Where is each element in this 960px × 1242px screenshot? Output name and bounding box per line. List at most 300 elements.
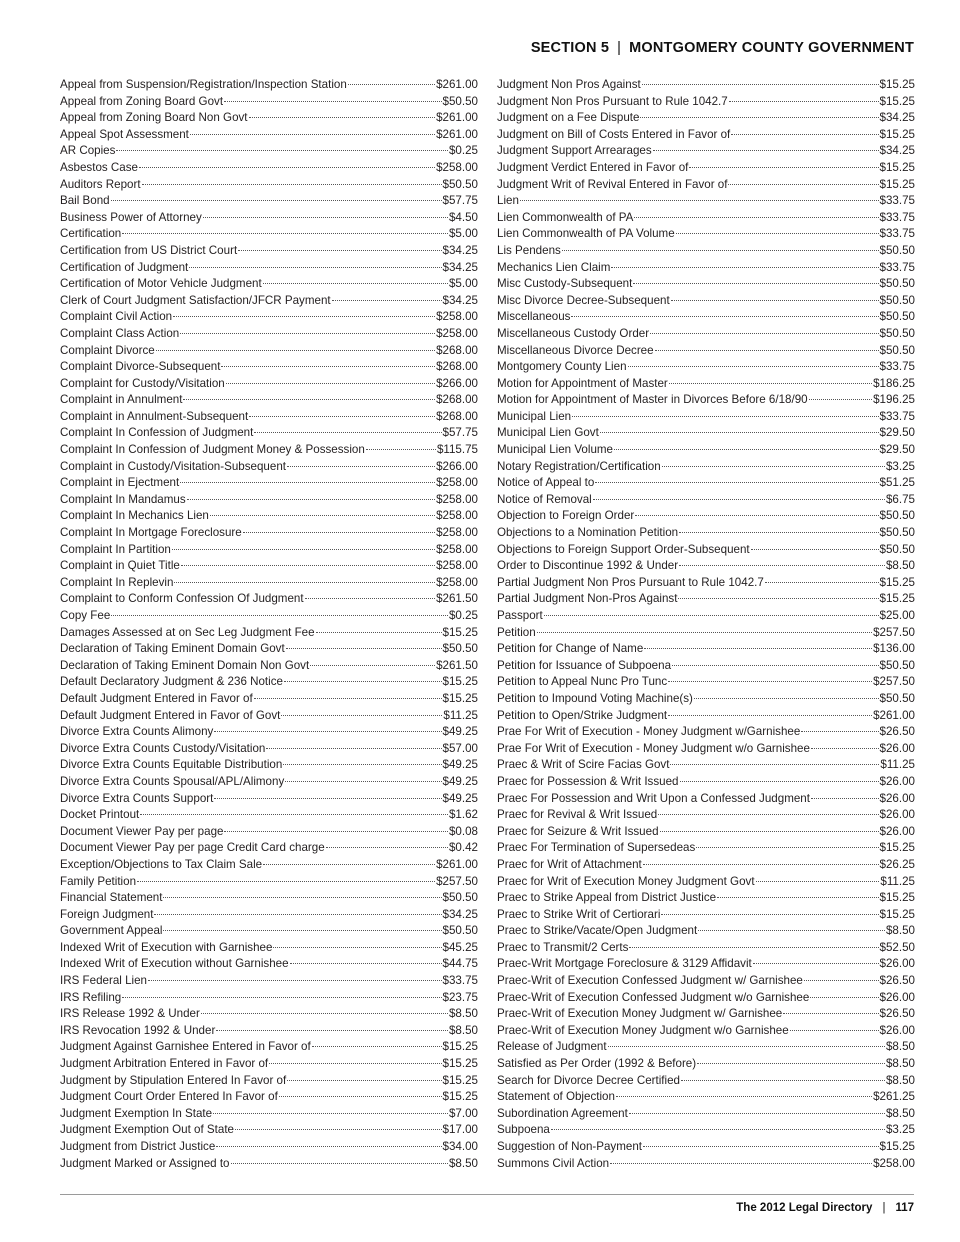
fee-item-name: Petition to Appeal Nunc Pro Tunc	[497, 675, 668, 689]
fee-item-price: $5.00	[448, 227, 478, 241]
fee-item-price: $268.00	[436, 360, 478, 374]
fee-row	[497, 625, 915, 642]
fee-item-price: $26.00	[879, 741, 915, 755]
fee-item-price: $45.25	[442, 940, 478, 954]
fee-row	[60, 558, 478, 575]
fee-item-name: Complaint Divorce-Subsequent	[60, 360, 221, 374]
fee-row	[60, 143, 478, 160]
dot-leader	[181, 565, 435, 566]
dot-leader	[203, 217, 448, 218]
fee-item-price: $15.25	[879, 160, 915, 174]
dot-leader	[616, 1096, 872, 1097]
fee-item-price: $0.25	[448, 609, 478, 622]
dot-leader	[717, 897, 878, 898]
dot-leader	[214, 798, 441, 799]
fee-item-price: $50.50	[879, 293, 915, 307]
fee-row	[60, 160, 478, 177]
dot-leader	[366, 449, 436, 450]
dot-leader	[629, 1113, 885, 1114]
fee-row	[497, 890, 915, 907]
fee-row	[497, 724, 915, 741]
fee-item-price: $57.00	[442, 741, 478, 755]
dot-leader	[595, 482, 878, 483]
dot-leader	[190, 134, 435, 135]
dot-leader	[148, 980, 442, 981]
fee-row	[497, 425, 915, 442]
fee-item-name: Order to Discontinue 1992 & Under	[497, 559, 679, 573]
dot-leader	[689, 167, 878, 168]
fee-row	[497, 1023, 915, 1040]
fee-item-name: Declaration of Taking Eminent Domain Govt	[60, 642, 285, 656]
fee-item-name: Montgomery County Lien	[497, 360, 627, 374]
fee-item-price: $3.25	[885, 459, 915, 473]
fee-item-name: Motion for Appointment of Master in Divorces Before 6/18/90	[497, 393, 808, 407]
fee-item-name: Appeal from Zoning Board Non Govt	[60, 111, 248, 125]
fee-item-name: Judgment on Bill of Costs Entered in Favor of	[497, 127, 731, 141]
dot-leader	[610, 1163, 872, 1164]
dot-leader	[751, 549, 879, 550]
fee-row	[497, 475, 915, 492]
fee-item-name: Declaration of Taking Eminent Domain Non Govt	[60, 658, 310, 672]
fee-row	[497, 1139, 915, 1156]
fee-item-name: Praec-Writ of Execution Money Judgment w/o Garnishee	[497, 1023, 789, 1037]
fee-row	[60, 907, 478, 924]
fee-row	[497, 741, 915, 758]
fee-row	[60, 127, 478, 144]
dot-leader	[658, 814, 878, 815]
fee-item-price: $258.00	[436, 492, 478, 506]
dot-leader	[213, 1113, 448, 1114]
fee-row	[497, 442, 915, 459]
dot-leader	[286, 648, 442, 649]
fee-item-price: $26.00	[879, 808, 915, 822]
fee-item-price: $268.00	[436, 409, 478, 423]
fee-item-price: $49.25	[442, 774, 478, 788]
fee-item-price: $15.25	[879, 1140, 915, 1153]
fee-item-name: Praec for Seizure & Writ Issued	[497, 824, 659, 838]
fee-item-name: Complaint In Mechanics Lien	[60, 509, 209, 523]
fee-list-right-column	[497, 77, 915, 1172]
fee-item-price: $8.50	[448, 1007, 478, 1021]
dot-leader	[611, 267, 878, 268]
fee-row	[497, 1073, 915, 1090]
section-label: SECTION 5	[530, 40, 610, 56]
dot-leader	[269, 1063, 441, 1064]
fee-item-name: Auditors Report	[60, 177, 141, 191]
fee-item-name: Divorce Extra Counts Custody/Visitation	[60, 741, 266, 755]
fee-item-name: Complaint in Custody/Visitation-Subsequent	[60, 459, 286, 473]
fee-row	[497, 542, 915, 559]
fee-item-price: $34.25	[879, 111, 915, 125]
fee-row	[60, 674, 478, 691]
fee-item-price: $34.25	[879, 144, 915, 158]
dot-leader	[273, 947, 441, 948]
fee-item-name: Judgment on a Fee Dispute	[497, 111, 640, 125]
fee-item-price: $25.00	[879, 609, 915, 622]
dot-leader	[201, 1013, 448, 1014]
fee-item-name: Complaint in Ejectment	[60, 476, 180, 490]
fee-item-price: $50.50	[879, 310, 915, 324]
fee-item-price: $268.00	[436, 343, 478, 357]
dot-leader	[279, 1096, 442, 1097]
fee-row	[60, 1089, 478, 1106]
fee-row	[497, 143, 915, 160]
fee-item-price: $15.25	[442, 1040, 478, 1054]
dot-leader	[642, 84, 879, 85]
fee-row	[60, 409, 478, 426]
fee-item-name: Municipal Lien	[497, 409, 572, 423]
fee-item-name: Indexed Writ of Execution with Garnishee	[60, 940, 273, 954]
fee-item-price: $8.50	[885, 924, 915, 938]
dot-leader	[139, 167, 435, 168]
dot-leader	[142, 184, 442, 185]
fee-row	[497, 1089, 915, 1106]
fee-row	[60, 94, 478, 111]
fee-item-name: Praec to Strike Writ of Certiorari	[497, 907, 661, 921]
fee-item-price: $268.00	[436, 393, 478, 407]
fee-item-name: Clerk of Court Judgment Satisfaction/JFCR Payment	[60, 293, 331, 307]
fee-item-name: Notary Registration/Certification	[497, 459, 661, 473]
fee-row	[60, 1039, 478, 1056]
fee-item-name: Divorce Extra Counts Alimony	[60, 725, 214, 739]
fee-item-price: $57.75	[442, 194, 478, 208]
fee-row	[60, 392, 478, 409]
fee-row	[60, 1139, 478, 1156]
fee-row	[497, 210, 915, 227]
fee-row	[60, 326, 478, 343]
fee-item-name: Motion for Appointment of Master	[497, 376, 668, 390]
fee-row	[497, 110, 915, 127]
fee-item-name: Document Viewer Pay per page Credit Card charge	[60, 841, 325, 855]
fee-row	[497, 177, 915, 194]
dot-leader	[653, 150, 879, 151]
fee-item-price: $8.50	[448, 1023, 478, 1037]
dot-leader	[111, 200, 442, 201]
dot-leader	[140, 814, 448, 815]
fee-item-name: Objections to a Nomination Petition	[497, 526, 679, 540]
fee-item-price: $258.00	[436, 526, 478, 540]
fee-item-price: $26.00	[879, 791, 915, 805]
fee-row	[497, 160, 915, 177]
fee-item-name: IRS Release 1992 & Under	[60, 1007, 200, 1021]
fee-row	[60, 708, 478, 725]
fee-item-price: $29.50	[879, 443, 915, 457]
fee-row	[497, 77, 915, 94]
fee-row	[60, 243, 478, 260]
dot-leader	[811, 748, 879, 749]
fee-item-name: Praec For Termination of Supersedeas	[497, 841, 696, 855]
fee-item-price: $136.00	[873, 642, 915, 656]
fee-item-price: $0.25	[448, 144, 478, 158]
fee-row	[60, 625, 478, 642]
fee-item-name: Complaint Class Action	[60, 326, 180, 340]
fee-item-price: $115.75	[436, 443, 478, 457]
fee-row	[497, 691, 915, 708]
dot-leader	[614, 449, 879, 450]
fee-row	[497, 243, 915, 260]
dot-leader	[180, 333, 435, 334]
fee-item-name: Praec-Writ of Execution Confessed Judgment w/ Garnishee	[497, 974, 803, 988]
fee-item-name: Judgment Verdict Entered in Favor of	[497, 160, 689, 174]
dot-leader	[634, 217, 878, 218]
fee-item-price: $26.50	[879, 725, 915, 739]
fee-item-price: $6.75	[885, 492, 915, 506]
dot-leader	[316, 632, 442, 633]
fee-item-name: Divorce Extra Counts Spousal/APL/Alimony	[60, 774, 285, 788]
fee-row	[497, 757, 915, 774]
fee-item-name: Praec for Revival & Writ Issued	[497, 808, 658, 822]
fee-row	[60, 956, 478, 973]
dot-leader	[629, 947, 878, 948]
fee-item-name: Petition	[497, 625, 536, 639]
fee-row	[497, 674, 915, 691]
fee-row	[497, 359, 915, 376]
dot-leader	[310, 665, 435, 666]
fee-item-name: Exception/Objections to Tax Claim Sale	[60, 857, 263, 871]
dot-leader	[154, 914, 441, 915]
dot-leader	[231, 1163, 448, 1164]
fee-item-price: $15.25	[879, 907, 915, 921]
fee-item-price: $52.50	[879, 940, 915, 954]
fee-row	[60, 525, 478, 542]
fee-item-name: Judgment Non Pros Against	[497, 78, 641, 91]
fee-item-name: Judgment from District Justice	[60, 1140, 216, 1153]
fee-item-name: Certification from US District Court	[60, 243, 238, 257]
dot-leader	[728, 184, 878, 185]
fee-row	[497, 276, 915, 293]
fee-item-name: Damages Assessed at on Sec Leg Judgment Fee	[60, 625, 315, 639]
fee-row	[497, 840, 915, 857]
fee-item-price: $258.00	[436, 160, 478, 174]
fee-item-price: $261.25	[873, 1090, 915, 1104]
fee-item-price: $50.50	[879, 277, 915, 291]
fee-item-name: Lien Commonwealth of PA	[497, 210, 634, 224]
dot-leader	[332, 300, 442, 301]
fee-item-name: Lien Commonwealth of PA Volume	[497, 227, 675, 241]
fee-item-price: $15.25	[442, 1090, 478, 1104]
fee-item-name: Complaint in Quiet Title	[60, 559, 180, 573]
dot-leader	[224, 831, 448, 832]
fee-list-left-column	[60, 77, 478, 1172]
dot-leader	[679, 532, 878, 533]
fee-item-name: Certification of Motor Vehicle Judgment	[60, 277, 262, 291]
fee-item-price: $33.75	[879, 210, 915, 224]
fee-item-name: Government Appeal	[60, 924, 163, 938]
dot-leader	[537, 632, 872, 633]
fee-item-price: $4.50	[448, 210, 478, 224]
fee-item-name: Judgment by Stipulation Entered In Favor of	[60, 1073, 287, 1087]
fee-row	[497, 409, 915, 426]
fee-row	[497, 492, 915, 509]
fee-item-name: Petition for Change of Name	[497, 642, 644, 656]
dot-leader	[122, 233, 448, 234]
fee-row	[497, 343, 915, 360]
dot-leader	[660, 831, 879, 832]
fee-item-price: $34.25	[442, 907, 478, 921]
dot-leader	[210, 515, 435, 516]
dot-leader	[281, 715, 442, 716]
fee-item-price: $0.42	[448, 841, 478, 855]
fee-item-name: Partial Judgment Non-Pros Against	[497, 592, 678, 606]
fee-item-name: Prae For Writ of Execution - Money Judgment w/o Garnishee	[497, 741, 810, 755]
dot-leader	[662, 466, 885, 467]
dot-leader	[111, 615, 448, 616]
fee-row	[60, 973, 478, 990]
dot-leader	[163, 930, 441, 931]
fee-row	[60, 890, 478, 907]
fee-row	[497, 1122, 915, 1139]
fee-item-name: Complaint to Conform Confession Of Judgment	[60, 592, 304, 606]
fee-item-name: Miscellaneous Divorce Decree	[497, 343, 654, 357]
fee-item-name: Complaint in Annulment	[60, 393, 183, 407]
fee-item-name: Praec-Writ of Execution Confessed Judgment w/o Garnishee	[497, 990, 810, 1004]
fee-item-name: Complaint for Custody/Visitation	[60, 376, 225, 390]
dot-leader	[670, 764, 879, 765]
fee-item-name: Statement of Objection	[497, 1090, 615, 1104]
fee-item-price: $15.25	[442, 691, 478, 705]
fee-item-price: $258.00	[436, 542, 478, 556]
fee-item-name: Prae For Writ of Execution - Money Judgment w/Garnishee	[497, 725, 801, 739]
fee-item-name: Complaint in Annulment-Subsequent	[60, 409, 249, 423]
fee-item-name: Municipal Lien Volume	[497, 443, 614, 457]
fee-item-price: $26.00	[879, 774, 915, 788]
fee-item-name: Objection to Foreign Order	[497, 509, 635, 523]
fee-item-name: Release of Judgment	[497, 1040, 607, 1054]
fee-row	[497, 459, 915, 476]
fee-row	[497, 874, 915, 891]
dot-leader	[216, 1030, 448, 1031]
fee-row	[60, 425, 478, 442]
dot-leader	[249, 117, 436, 118]
fee-item-name: Notice of Appeal to	[497, 476, 595, 490]
fee-row	[60, 1106, 478, 1123]
fee-item-name: Petition to Open/Strike Judgment	[497, 708, 668, 722]
dot-leader	[801, 731, 878, 732]
fee-item-name: Judgment Exemption Out of State	[60, 1123, 235, 1137]
dot-leader	[729, 101, 879, 102]
fee-row	[60, 77, 478, 94]
fee-item-name: Complaint Civil Action	[60, 310, 173, 324]
fee-row	[60, 1056, 478, 1073]
dot-leader	[266, 748, 441, 749]
fee-item-name: Judgment Non Pros Pursuant to Rule 1042.7	[497, 94, 728, 108]
fee-item-price: $34.25	[442, 293, 478, 307]
fee-item-price: $196.25	[873, 393, 915, 407]
fee-item-name: Default Judgment Entered in Favor of Govt	[60, 708, 281, 722]
dot-leader	[243, 532, 435, 533]
fee-item-price: $8.50	[885, 1106, 915, 1120]
fee-row	[497, 973, 915, 990]
fee-item-name: Judgment Against Garnishee Entered in Favor of	[60, 1040, 311, 1054]
fee-item-price: $15.25	[879, 841, 915, 855]
fee-item-name: Appeal from Zoning Board Govt	[60, 94, 224, 108]
fee-row	[60, 575, 478, 592]
dot-leader	[254, 432, 441, 433]
fee-row	[60, 857, 478, 874]
fee-item-price: $8.50	[448, 1156, 478, 1170]
dot-leader	[180, 482, 435, 483]
fee-row	[497, 1006, 915, 1023]
dot-leader	[608, 1046, 885, 1047]
fee-row	[497, 591, 915, 608]
fee-item-price: $23.75	[442, 990, 478, 1004]
fee-item-price: $258.00	[436, 559, 478, 573]
fee-item-price: $7.00	[448, 1106, 478, 1120]
fee-item-price: $57.75	[442, 426, 478, 440]
fee-item-price: $15.25	[442, 1057, 478, 1071]
fee-item-price: $34.25	[442, 260, 478, 274]
fee-row	[60, 658, 478, 675]
section-header	[531, 40, 914, 56]
dot-leader	[122, 997, 441, 998]
fee-item-name: Business Power of Attorney	[60, 210, 202, 224]
fee-item-price: $8.50	[885, 559, 915, 573]
fee-item-price: $258.00	[436, 310, 478, 324]
fee-item-price: $50.50	[879, 691, 915, 705]
dot-leader	[189, 267, 441, 268]
fee-item-price: $49.25	[442, 791, 478, 805]
page-number: 117	[895, 1202, 914, 1214]
fee-item-price: $33.75	[879, 409, 915, 423]
fee-item-price: $0.08	[448, 824, 478, 838]
fee-item-price: $50.50	[442, 891, 478, 905]
fee-item-name: Praec for Possession & Writ Issued	[497, 774, 679, 788]
fee-item-price: $50.50	[442, 924, 478, 938]
fee-item-price: $50.50	[879, 326, 915, 340]
fee-item-price: $15.25	[879, 94, 915, 108]
fee-row	[60, 1023, 478, 1040]
header-separator: |	[617, 40, 622, 56]
fee-item-price: $26.00	[879, 990, 915, 1004]
dot-leader	[671, 300, 879, 301]
fee-item-name: Objections to Foreign Support Order-Subsequent	[497, 542, 750, 556]
fee-item-price: $33.75	[879, 227, 915, 241]
fee-item-price: $8.50	[885, 1040, 915, 1054]
fee-item-name: Satisfied as Per Order (1992 & Before)	[497, 1057, 697, 1071]
dot-leader	[544, 615, 879, 616]
fee-item-price: $15.25	[442, 625, 478, 639]
fee-item-price: $258.00	[436, 575, 478, 589]
fee-row	[497, 1156, 915, 1173]
fee-row	[497, 508, 915, 525]
fee-item-name: Praec-Writ of Execution Money Judgment w/ Garnishee	[497, 1007, 783, 1021]
dot-leader	[643, 1146, 879, 1147]
fee-item-price: $33.75	[442, 974, 478, 988]
fee-item-name: Appeal from Suspension/Registration/Inspection Station	[60, 78, 347, 91]
fee-item-name: Asbestos Case	[60, 160, 138, 174]
fee-row	[497, 641, 915, 658]
fee-item-price: $258.00	[873, 1156, 915, 1170]
fee-row	[60, 724, 478, 741]
fee-item-price: $3.25	[885, 1123, 915, 1137]
fee-item-price: $261.00	[436, 78, 478, 91]
dot-leader	[348, 84, 435, 85]
fee-row	[60, 757, 478, 774]
fee-item-price: $26.00	[879, 824, 915, 838]
dot-leader	[669, 383, 872, 384]
fee-item-name: Financial Statement	[60, 891, 163, 905]
dot-leader	[628, 366, 879, 367]
fee-row	[60, 260, 478, 277]
fee-row	[497, 193, 915, 210]
fee-item-price: $258.00	[436, 326, 478, 340]
dot-leader	[593, 499, 885, 500]
fee-item-price: $50.50	[879, 658, 915, 672]
fee-row	[60, 226, 478, 243]
fee-item-name: IRS Federal Lien	[60, 974, 147, 988]
fee-item-name: Praec For Possession and Writ Upon a Confessed Judgment	[497, 791, 810, 805]
fee-item-price: $33.75	[879, 194, 915, 208]
